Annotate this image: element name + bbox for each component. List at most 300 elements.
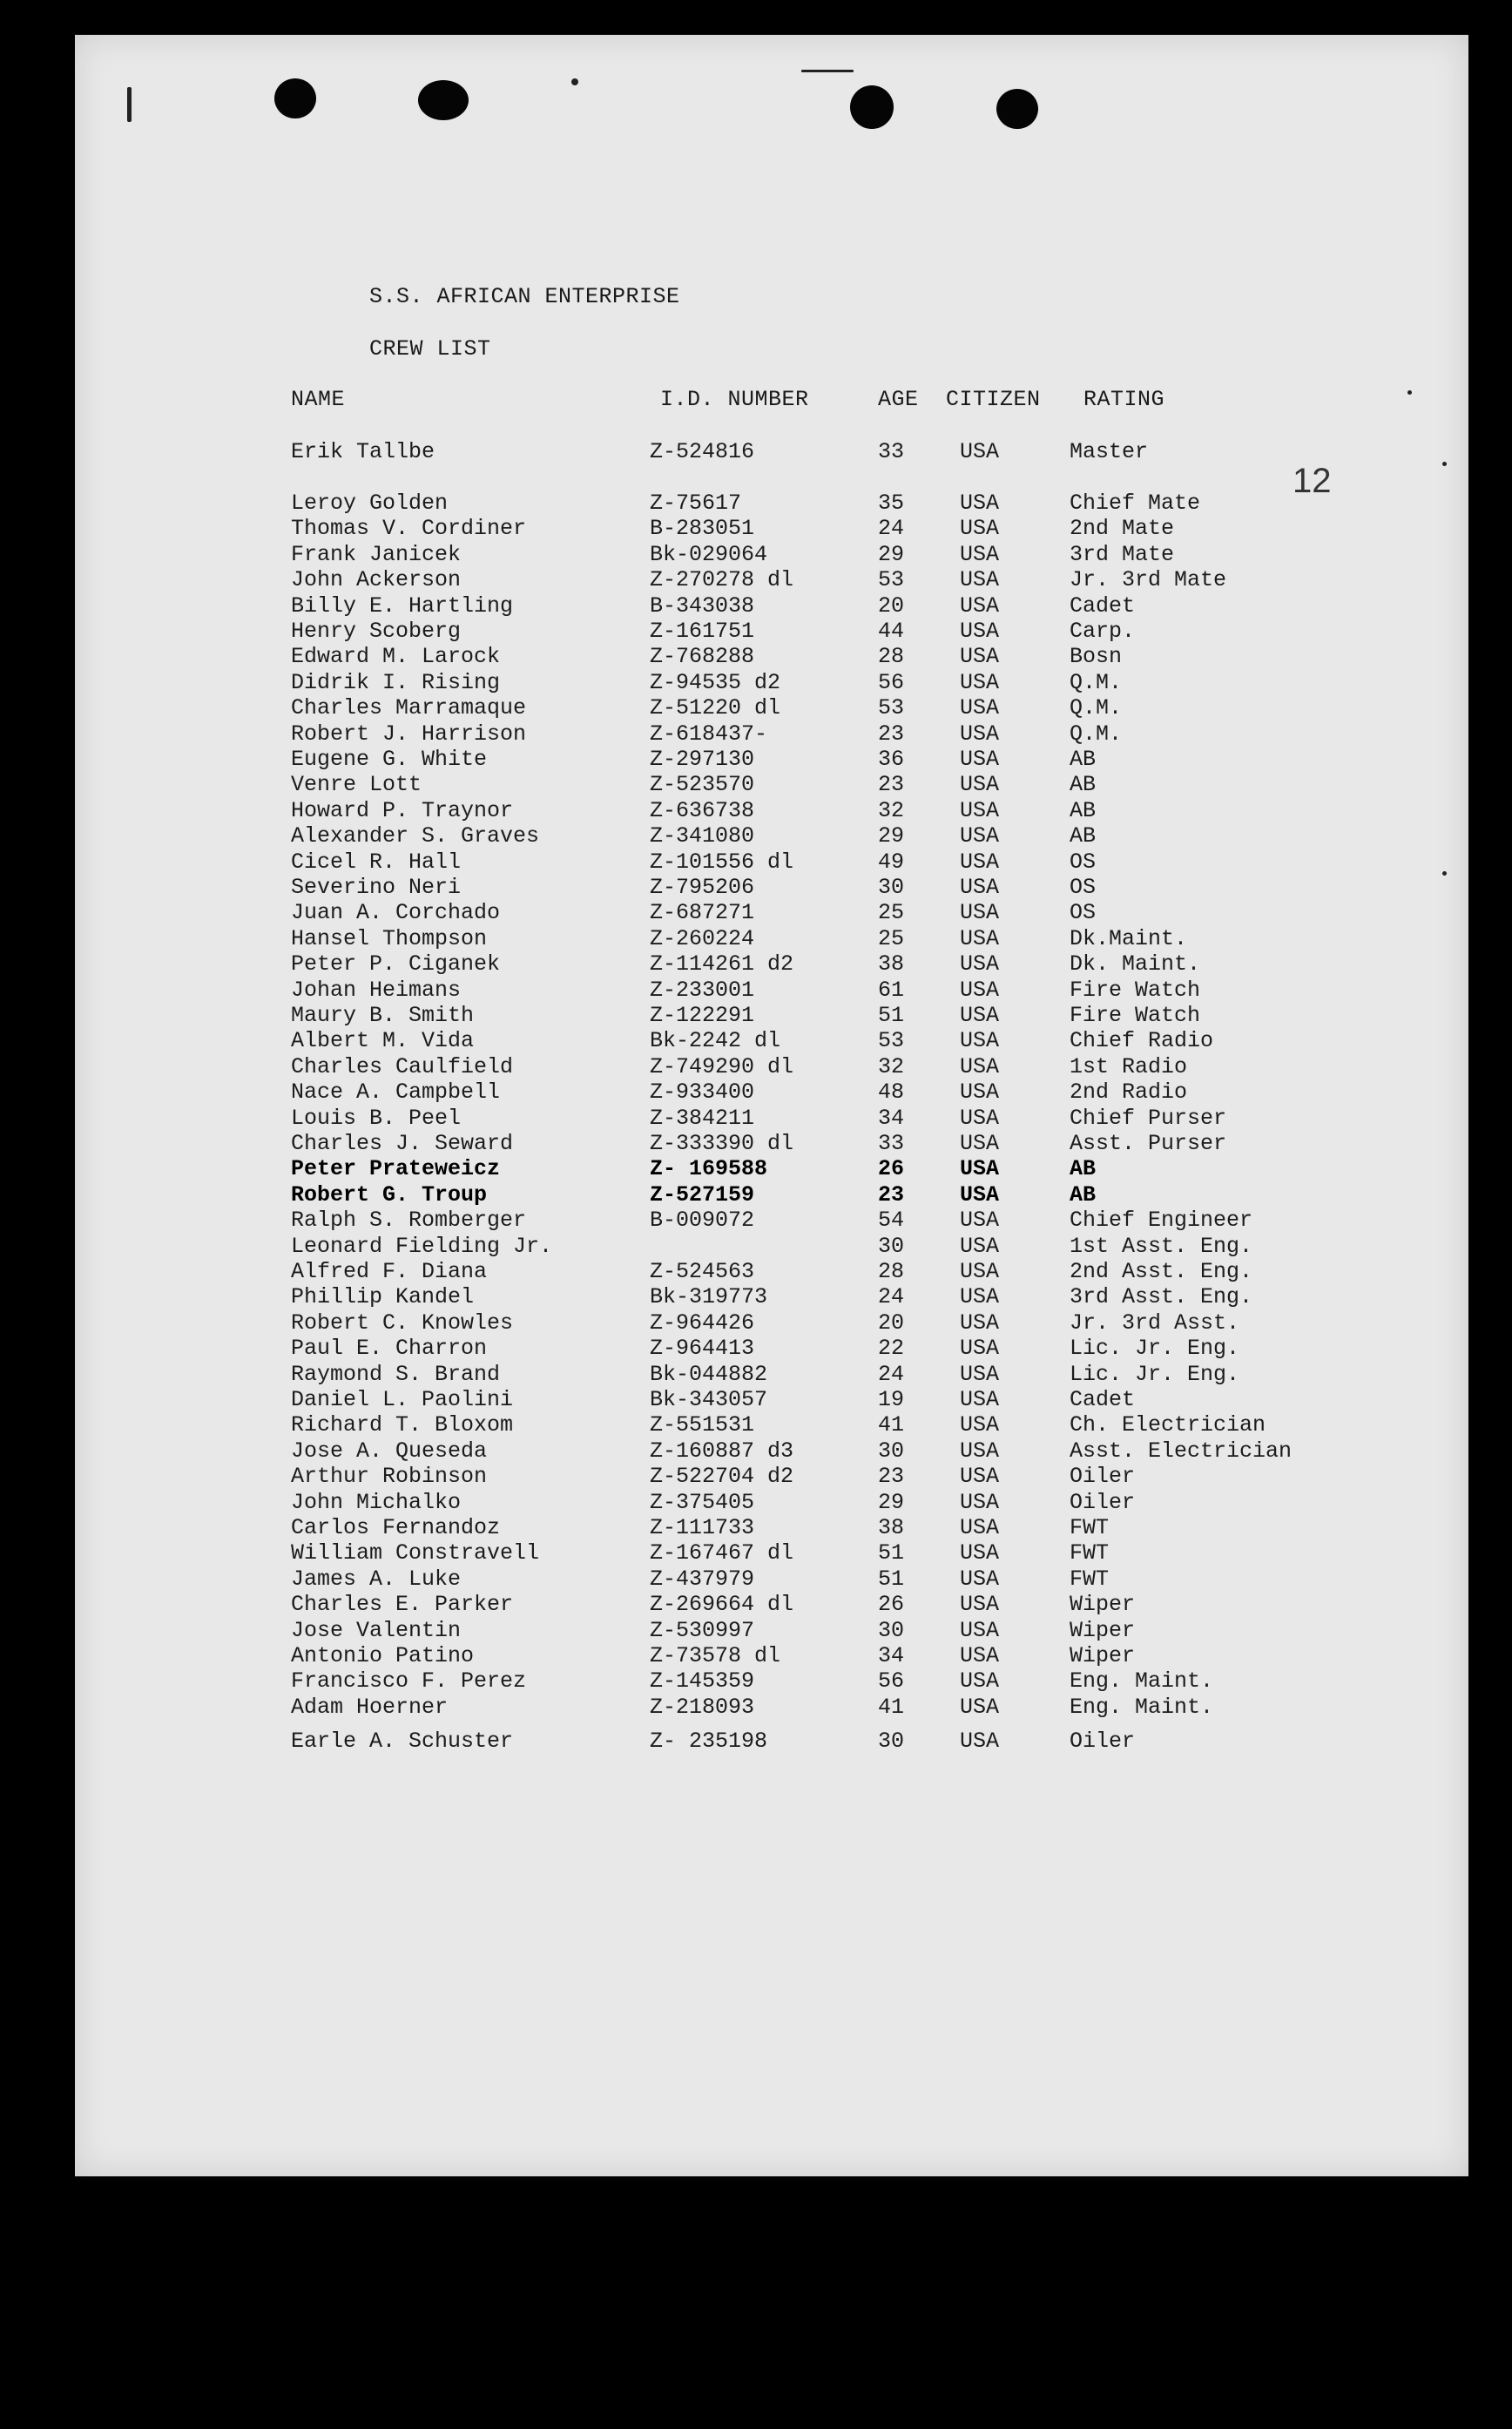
crew-row — [0, 1259, 1512, 1284]
crew-rating: Asst. Purser — [1070, 1131, 1227, 1156]
crew-row — [0, 978, 1512, 1003]
crew-citizen: USA — [960, 1208, 1000, 1234]
column-header-citizen: CITIZEN — [946, 387, 1041, 412]
crew-row — [0, 567, 1512, 592]
crew-rating: Bosn — [1070, 644, 1123, 670]
crew-row — [0, 1054, 1512, 1079]
crew-rating: Wiper — [1070, 1643, 1136, 1668]
crew-citizen: USA — [960, 567, 1000, 593]
crew-citizen: USA — [960, 695, 1000, 721]
crew-row — [0, 1284, 1512, 1309]
crew-age: 41 — [878, 1694, 905, 1720]
crew-rating: OS — [1070, 875, 1097, 900]
crew-id: Z-233001 — [650, 977, 755, 1003]
crew-rating: Cadet — [1070, 592, 1136, 619]
crew-citizen: USA — [960, 1438, 1000, 1464]
crew-rating: FWT — [1070, 1540, 1110, 1566]
crew-age: 56 — [878, 669, 905, 695]
crew-age: 30 — [878, 875, 905, 900]
crew-rating: 3rd Mate — [1070, 541, 1175, 567]
crew-row — [0, 593, 1512, 619]
crew-age: 29 — [878, 823, 905, 849]
crew-citizen: USA — [960, 1079, 1000, 1106]
crew-row — [0, 439, 1512, 464]
crew-id: Bk-343057 — [650, 1387, 768, 1412]
crew-age: 30 — [878, 1438, 905, 1464]
crew-name: Charles Marramaque — [291, 695, 527, 721]
crew-citizen: USA — [960, 669, 1000, 695]
crew-row — [0, 1336, 1512, 1361]
crew-citizen: USA — [960, 797, 1000, 823]
crew-name: James A. Luke — [291, 1566, 462, 1592]
crew-rating: Dk. Maint. — [1070, 951, 1201, 978]
crew-row — [0, 1515, 1512, 1540]
crew-rating: Chief Mate — [1070, 491, 1201, 516]
crew-citizen: USA — [960, 619, 1000, 644]
crew-id: Z-94535 d2 — [650, 669, 781, 695]
crew-row — [0, 798, 1512, 823]
crew-name: Francisco F. Perez — [291, 1668, 527, 1695]
crew-name: Robert C. Knowles — [291, 1309, 514, 1336]
crew-name: Frank Janicek — [291, 541, 462, 567]
crew-name: Billy E. Hartling — [291, 592, 514, 619]
ship-name: S.S. AFRICAN ENTERPRISE — [369, 284, 680, 309]
crew-id: Z-160887 d3 — [650, 1438, 794, 1464]
crew-rating: Asst. Electrician — [1070, 1438, 1293, 1464]
crew-id: Z-75617 — [650, 491, 742, 516]
crew-row — [0, 1490, 1512, 1515]
crew-citizen: USA — [960, 772, 1000, 798]
column-header-id: I.D. NUMBER — [660, 387, 809, 412]
crew-age: 23 — [878, 1181, 905, 1208]
crew-row — [0, 1208, 1512, 1233]
crew-name: Jose Valentin — [291, 1617, 462, 1643]
crew-rating: Chief Radio — [1070, 1028, 1214, 1054]
crew-name: Alexander S. Graves — [291, 823, 540, 849]
crew-name: Hansel Thompson — [291, 925, 488, 951]
crew-age: 35 — [878, 491, 905, 516]
crew-id: Bk-029064 — [650, 541, 768, 567]
column-header-age: AGE — [878, 387, 919, 412]
crew-id: B-283051 — [650, 516, 755, 542]
crew-citizen: USA — [960, 1592, 1000, 1618]
crew-age: 32 — [878, 1053, 905, 1079]
crew-name: Richard T. Bloxom — [291, 1412, 514, 1438]
crew-name: Daniel L. Paolini — [291, 1387, 514, 1412]
crew-row — [0, 670, 1512, 695]
crew-name: Severino Neri — [291, 875, 462, 900]
crew-row — [0, 849, 1512, 875]
crew-citizen: USA — [960, 1643, 1000, 1668]
crew-age: 24 — [878, 516, 905, 542]
crew-age: 28 — [878, 1259, 905, 1284]
crew-citizen: USA — [960, 951, 1000, 978]
crew-row — [0, 1182, 1512, 1208]
crew-id: Z-795206 — [650, 875, 755, 900]
crew-citizen: USA — [960, 1566, 1000, 1592]
crew-citizen: USA — [960, 1729, 1000, 1754]
crew-row — [0, 491, 1512, 516]
crew-id: Z-524563 — [650, 1259, 755, 1284]
crew-row — [0, 900, 1512, 925]
crew-row — [0, 1003, 1512, 1028]
crew-citizen: USA — [960, 747, 1000, 772]
crew-age: 29 — [878, 1489, 905, 1515]
crew-rating: Oiler — [1070, 1489, 1136, 1515]
crew-row — [0, 1566, 1512, 1592]
crew-citizen: USA — [960, 823, 1000, 849]
crew-citizen: USA — [960, 1464, 1000, 1490]
crew-age: 24 — [878, 1361, 905, 1387]
crew-row — [0, 695, 1512, 721]
crew-age: 51 — [878, 1003, 905, 1028]
crew-age: 49 — [878, 849, 905, 875]
crew-age: 34 — [878, 1105, 905, 1131]
crew-id: Z-114261 d2 — [650, 951, 794, 978]
crew-name: Arthur Robinson — [291, 1464, 488, 1490]
crew-name: William Constravell — [291, 1540, 540, 1566]
crew-citizen: USA — [960, 1387, 1000, 1412]
crew-name: Robert G. Troup — [291, 1181, 488, 1208]
crew-row — [0, 1131, 1512, 1156]
crew-name: Robert J. Harrison — [291, 721, 527, 747]
crew-row — [0, 1079, 1512, 1105]
crew-id: Z-768288 — [650, 644, 755, 670]
crew-rating: Ch. Electrician — [1070, 1412, 1266, 1438]
crew-citizen: USA — [960, 925, 1000, 951]
crew-age: 38 — [878, 951, 905, 978]
crew-row — [0, 542, 1512, 567]
crew-rating: AB — [1070, 1156, 1097, 1182]
crew-age: 24 — [878, 1284, 905, 1310]
crew-name: Venre Lott — [291, 772, 422, 798]
crew-name: Cicel R. Hall — [291, 849, 462, 875]
crew-citizen: USA — [960, 541, 1000, 567]
crew-row — [0, 1643, 1512, 1668]
crew-id: Z-375405 — [650, 1489, 755, 1515]
crew-rating: 3rd Asst. Eng. — [1070, 1284, 1253, 1310]
crew-citizen: USA — [960, 1003, 1000, 1028]
crew-age: 53 — [878, 567, 905, 593]
crew-age: 26 — [878, 1156, 905, 1182]
crew-citizen: USA — [960, 900, 1000, 926]
crew-row — [0, 721, 1512, 747]
crew-id: Z-384211 — [650, 1105, 755, 1131]
crew-id: Z-437979 — [650, 1566, 755, 1592]
crew-name: Didrik I. Rising — [291, 669, 501, 695]
crew-name: Charles J. Seward — [291, 1131, 514, 1156]
crew-name: Peter Prateweicz — [291, 1156, 501, 1182]
crew-row — [0, 1234, 1512, 1259]
crew-row — [0, 1618, 1512, 1643]
crew-row — [0, 1464, 1512, 1489]
crew-id: Z-101556 dl — [650, 849, 794, 875]
crew-age: 26 — [878, 1592, 905, 1618]
crew-age: 23 — [878, 1464, 905, 1490]
crew-row — [0, 951, 1512, 977]
crew-name: John Michalko — [291, 1489, 462, 1515]
crew-id: Bk-319773 — [650, 1284, 768, 1310]
crew-row — [0, 516, 1512, 541]
crew-citizen: USA — [960, 1053, 1000, 1079]
crew-id: Z-218093 — [650, 1694, 755, 1720]
crew-id: Z-73578 dl — [650, 1643, 781, 1668]
crew-rating: Fire Watch — [1070, 1003, 1201, 1028]
crew-name: Howard P. Traynor — [291, 797, 514, 823]
crew-id: Z-111733 — [650, 1515, 755, 1540]
crew-id: Z-260224 — [650, 925, 755, 951]
crew-id: Z-618437- — [650, 721, 768, 747]
crew-age: 30 — [878, 1617, 905, 1643]
crew-rating: Chief Engineer — [1070, 1208, 1253, 1234]
crew-citizen: USA — [960, 1515, 1000, 1540]
crew-id: Z-51220 dl — [650, 695, 781, 721]
crew-row — [0, 1668, 1512, 1694]
crew-age: 20 — [878, 592, 905, 619]
crew-citizen: USA — [960, 1361, 1000, 1387]
crew-age: 33 — [878, 439, 905, 464]
crew-id: Z-527159 — [650, 1181, 755, 1208]
crew-id: Z-161751 — [650, 619, 755, 644]
crew-rating: OS — [1070, 849, 1097, 875]
crew-id: Bk-044882 — [650, 1361, 768, 1387]
crew-rating: FWT — [1070, 1515, 1110, 1540]
crew-id: Z-333390 dl — [650, 1131, 794, 1156]
crew-citizen: USA — [960, 1668, 1000, 1695]
crew-citizen: USA — [960, 875, 1000, 900]
crew-id: Z-145359 — [650, 1668, 755, 1695]
crew-citizen: USA — [960, 1028, 1000, 1054]
crew-citizen: USA — [960, 1259, 1000, 1284]
crew-age: 32 — [878, 797, 905, 823]
crew-rating: Chief Purser — [1070, 1105, 1227, 1131]
crew-citizen: USA — [960, 849, 1000, 875]
crew-citizen: USA — [960, 1540, 1000, 1566]
crew-name: Henry Scoberg — [291, 619, 462, 644]
crew-age: 23 — [878, 772, 905, 798]
crew-name: Earle A. Schuster — [291, 1729, 514, 1754]
page-number: 12 — [1293, 462, 1332, 500]
crew-row — [0, 1592, 1512, 1617]
crew-rating: 2nd Asst. Eng. — [1070, 1259, 1253, 1284]
crew-id: Z-964426 — [650, 1309, 755, 1336]
crew-rating: 1st Radio — [1070, 1053, 1188, 1079]
crew-citizen: USA — [960, 1131, 1000, 1156]
crew-id: Z-522704 d2 — [650, 1464, 794, 1490]
crew-rating: Oiler — [1070, 1464, 1136, 1490]
crew-name: Louis B. Peel — [291, 1105, 462, 1131]
crew-rating: Lic. Jr. Eng. — [1070, 1361, 1240, 1387]
crew-row — [0, 1387, 1512, 1412]
crew-age: 25 — [878, 925, 905, 951]
crew-citizen: USA — [960, 1336, 1000, 1362]
crew-rating: AB — [1070, 797, 1097, 823]
crew-age: 41 — [878, 1412, 905, 1438]
crew-rating: FWT — [1070, 1566, 1110, 1592]
crew-citizen: USA — [960, 644, 1000, 670]
crew-row — [0, 823, 1512, 849]
crew-name: Charles E. Parker — [291, 1592, 514, 1618]
crew-rating: Dk.Maint. — [1070, 925, 1188, 951]
crew-citizen: USA — [960, 1156, 1000, 1182]
crew-age: 29 — [878, 541, 905, 567]
crew-rating: Eng. Maint. — [1070, 1694, 1214, 1720]
crew-name: Charles Caulfield — [291, 1053, 514, 1079]
crew-id: B-009072 — [650, 1208, 755, 1234]
crew-id: B-343038 — [650, 592, 755, 619]
crew-row — [0, 1156, 1512, 1181]
crew-name: Eugene G. White — [291, 747, 488, 772]
crew-id: Z-523570 — [650, 772, 755, 798]
crew-rating: Fire Watch — [1070, 977, 1201, 1003]
crew-age: 61 — [878, 977, 905, 1003]
crew-name: Leonard Fielding Jr. — [291, 1233, 553, 1259]
crew-rating: Oiler — [1070, 1729, 1136, 1754]
crew-citizen: USA — [960, 491, 1000, 516]
crew-age: 54 — [878, 1208, 905, 1234]
crew-age: 53 — [878, 695, 905, 721]
crew-id: Bk-2242 dl — [650, 1028, 781, 1054]
crew-age: 30 — [878, 1729, 905, 1754]
crew-row — [0, 1540, 1512, 1566]
crew-id: Z-270278 dl — [650, 567, 794, 593]
crew-age: 56 — [878, 1668, 905, 1695]
crew-row — [0, 1412, 1512, 1438]
crew-age: 51 — [878, 1566, 905, 1592]
crew-name: Antonio Patino — [291, 1643, 475, 1668]
crew-row — [0, 1310, 1512, 1336]
crew-citizen: USA — [960, 1181, 1000, 1208]
crew-rating: AB — [1070, 823, 1097, 849]
crew-name: Maury B. Smith — [291, 1003, 475, 1028]
crew-name: Jose A. Queseda — [291, 1438, 488, 1464]
crew-citizen: USA — [960, 721, 1000, 747]
crew-age: 48 — [878, 1079, 905, 1106]
crew-row — [0, 1362, 1512, 1387]
crew-age: 34 — [878, 1643, 905, 1668]
crew-rating: Q.M. — [1070, 669, 1123, 695]
crew-citizen: USA — [960, 1617, 1000, 1643]
crew-name: Ralph S. Romberger — [291, 1208, 527, 1234]
crew-citizen: USA — [960, 1309, 1000, 1336]
crew-row — [0, 1729, 1512, 1754]
crew-id: Z-530997 — [650, 1617, 755, 1643]
crew-id: Z-122291 — [650, 1003, 755, 1028]
crew-name: Albert M. Vida — [291, 1028, 475, 1054]
crew-row — [0, 875, 1512, 900]
crew-citizen: USA — [960, 516, 1000, 542]
crew-rating: Wiper — [1070, 1617, 1136, 1643]
crew-name: Paul E. Charron — [291, 1336, 488, 1362]
crew-id: Z- 235198 — [650, 1729, 768, 1754]
crew-name: Alfred F. Diana — [291, 1259, 488, 1284]
crew-id: Z-167467 dl — [650, 1540, 794, 1566]
crew-rating: OS — [1070, 900, 1097, 926]
crew-id: Z-636738 — [650, 797, 755, 823]
crew-row — [0, 747, 1512, 772]
crew-age: 20 — [878, 1309, 905, 1336]
crew-citizen: USA — [960, 1233, 1000, 1259]
crew-age: 53 — [878, 1028, 905, 1054]
crew-name: Johan Heimans — [291, 977, 462, 1003]
crew-age: 28 — [878, 644, 905, 670]
crew-citizen: USA — [960, 592, 1000, 619]
crew-id: Z-933400 — [650, 1079, 755, 1106]
crew-citizen: USA — [960, 1284, 1000, 1310]
crew-rating: Lic. Jr. Eng. — [1070, 1336, 1240, 1362]
crew-name: Carlos Fernandoz — [291, 1515, 501, 1540]
crew-name: Raymond S. Brand — [291, 1361, 501, 1387]
crew-id: Z-687271 — [650, 900, 755, 926]
crew-rating: Master — [1070, 439, 1149, 464]
crew-age: 23 — [878, 721, 905, 747]
crew-name: Nace A. Campbell — [291, 1079, 501, 1106]
crew-rating: Cadet — [1070, 1387, 1136, 1412]
crew-citizen: USA — [960, 977, 1000, 1003]
crew-citizen: USA — [960, 1105, 1000, 1131]
crew-row — [0, 619, 1512, 644]
crew-row — [0, 1028, 1512, 1053]
crew-rating: Carp. — [1070, 619, 1136, 644]
crew-age: 25 — [878, 900, 905, 926]
crew-age: 19 — [878, 1387, 905, 1412]
crew-id: Z-551531 — [650, 1412, 755, 1438]
crew-id: Z- 169588 — [650, 1156, 768, 1182]
crew-row — [0, 772, 1512, 797]
crew-rating: 1st Asst. Eng. — [1070, 1233, 1253, 1259]
crew-id: Z-269664 dl — [650, 1592, 794, 1618]
crew-age: 22 — [878, 1336, 905, 1362]
column-header-rating: RATING — [1083, 387, 1165, 412]
column-header-name: NAME — [291, 387, 346, 412]
crew-id: Z-964413 — [650, 1336, 755, 1362]
crew-citizen: USA — [960, 1694, 1000, 1720]
crew-citizen: USA — [960, 439, 1000, 464]
crew-name: Erik Tallbe — [291, 439, 435, 464]
crew-citizen: USA — [960, 1412, 1000, 1438]
crew-rating: 2nd Radio — [1070, 1079, 1188, 1106]
crew-row — [0, 1695, 1512, 1720]
crew-rating: Wiper — [1070, 1592, 1136, 1618]
crew-age: 44 — [878, 619, 905, 644]
crew-id: Z-524816 — [650, 439, 755, 464]
crew-name: Leroy Golden — [291, 491, 449, 516]
crew-name: Peter P. Ciganek — [291, 951, 501, 978]
crew-age: 51 — [878, 1540, 905, 1566]
crew-rating: AB — [1070, 772, 1097, 798]
crew-age: 30 — [878, 1233, 905, 1259]
crew-name: Phillip Kandel — [291, 1284, 475, 1310]
crew-age: 33 — [878, 1131, 905, 1156]
crew-row — [0, 1106, 1512, 1131]
crew-rating: Q.M. — [1070, 721, 1123, 747]
crew-id: Z-749290 dl — [650, 1053, 794, 1079]
crew-name: Thomas V. Cordiner — [291, 516, 527, 542]
crew-name: John Ackerson — [291, 567, 462, 593]
crew-name: Juan A. Corchado — [291, 900, 501, 926]
crew-row — [0, 1438, 1512, 1464]
crew-rating: Jr. 3rd Asst. — [1070, 1309, 1240, 1336]
crew-age: 36 — [878, 747, 905, 772]
crew-id: Z-297130 — [650, 747, 755, 772]
crew-name: Adam Hoerner — [291, 1694, 449, 1720]
crew-rating: Jr. 3rd Mate — [1070, 567, 1227, 593]
crew-rating: Eng. Maint. — [1070, 1668, 1214, 1695]
crew-citizen: USA — [960, 1489, 1000, 1515]
crew-rating: Q.M. — [1070, 695, 1123, 721]
crew-age: 38 — [878, 1515, 905, 1540]
crew-row — [0, 926, 1512, 951]
